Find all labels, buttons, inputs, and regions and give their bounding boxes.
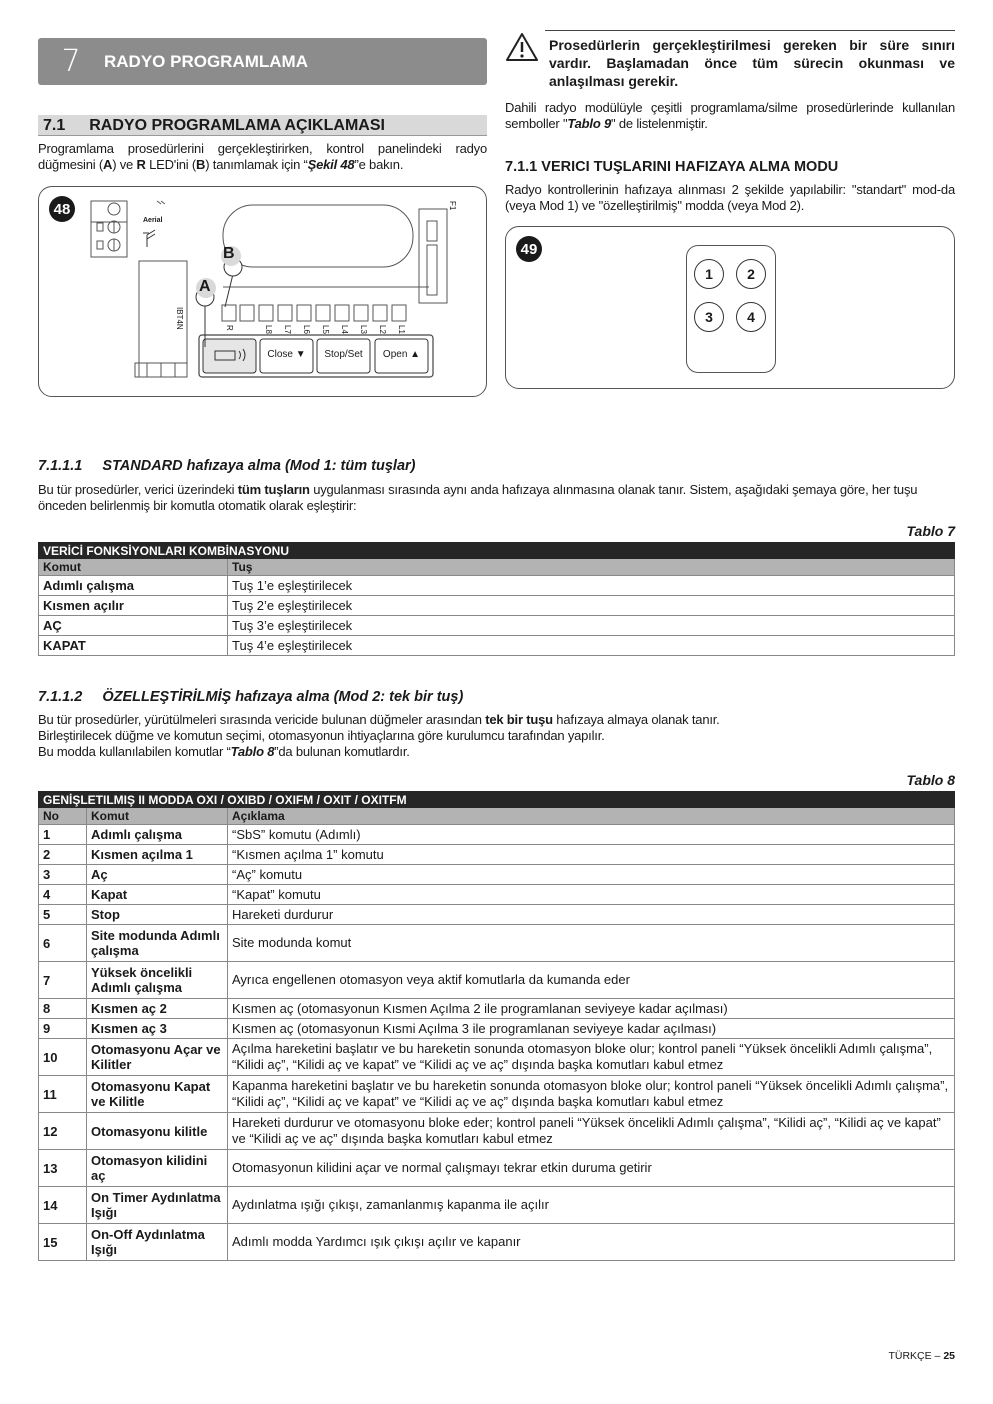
stop-set-button: Stop/Set: [324, 349, 363, 360]
section-7-1-1-2-text: Bu tür prosedürler, yürütülmeleri sırasında vericide bulunan düğmeler arasından tek bir tuşu hafızaya almaya olanak tanır. Birleştirilecek düğme ve komutun seçimi, otomasyonun ihtiyaçlarına göre kurulumcu tarafından yapılır. Bu modda kullanılabilen komutlar “Tablo 8”da bulunan komutlardır.: [38, 712, 720, 759]
command-cell: Kısmen aç 3: [87, 1019, 228, 1039]
table-row: [39, 1224, 955, 1261]
description-cell: Ayrıca engellenen otomasyon veya aktif komutlarla da kumanda eder: [228, 962, 955, 999]
command-cell: On Timer Aydınlatma Işığı: [87, 1187, 228, 1224]
table-row: [39, 1039, 955, 1076]
description-cell: “Aç” komutu: [228, 865, 955, 885]
description-cell: Kapanma hareketini başlatır ve bu hareketin sonunda otomasyon bloke olur; kontrol paneli “Yüksek öncelikli Adımlı çalışma”, “Kilidi aç”, “Kilidi aç ve kapat” ve “Kilidi aç ve aç” dışında başka komutları kabul etmez: [228, 1076, 955, 1113]
table-row: [39, 962, 955, 999]
section-7-1-heading: [38, 115, 487, 136]
table-row: [39, 1113, 955, 1150]
led-label: L3: [359, 325, 368, 334]
row-number: 11: [39, 1076, 87, 1113]
open-button: Open ▲: [382, 349, 421, 360]
command-cell: Kısmen açılma 1: [87, 845, 228, 865]
row-number: 10: [39, 1039, 87, 1076]
description-cell: Açılma hareketini başlatır ve bu hareketin sonunda otomasyon bloke olur; kontrol paneli “Yüksek öncelikli Adımlı çalışma”, “Kilidi aç”, “Kilidi aç ve kapat” ve “Kilidi aç ve aç” dışında başka komutları kabul etmez: [228, 1039, 955, 1076]
warning-box: [505, 30, 955, 90]
command-cell: On-Off Aydınlatma Işığı: [87, 1224, 228, 1261]
label-a: A: [199, 278, 211, 295]
led-label: L2: [378, 325, 387, 334]
page-footer: TÜRKÇE – 25: [888, 1350, 955, 1362]
fuse-label: F1: [448, 201, 457, 211]
remote-key-1: 1: [694, 259, 724, 289]
table-row: [39, 885, 955, 905]
table-row: [39, 905, 955, 925]
row-number: 2: [39, 845, 87, 865]
column-header: Komut: [87, 808, 228, 825]
chapter-title: RADYO PROGRAMLAMA: [104, 51, 308, 71]
command-cell: Aç: [87, 865, 228, 885]
row-number: 4: [39, 885, 87, 905]
description-cell: “SbS” komutu (Adımlı): [228, 825, 955, 845]
row-number: 5: [39, 905, 87, 925]
led-label: L6: [302, 325, 311, 334]
row-number: 14: [39, 1187, 87, 1224]
remote-key-2: 2: [736, 259, 766, 289]
column-header: Tuş: [228, 559, 955, 576]
column-header: No: [39, 808, 87, 825]
table-row: [39, 1150, 955, 1187]
label-b: B: [223, 245, 235, 262]
table-title: GENİŞLETILMIŞ II MODDA OXI / OXIBD / OXIFM / OXIT / OXITFM: [39, 792, 955, 808]
table-row: AÇ Tuş 3’e eşleştirilecek: [39, 616, 955, 636]
row-number: 13: [39, 1150, 87, 1187]
section-7-1-1-text: Radyo kontrollerinin hafızaya alınması 2 şekilde yapılabilir: "standart" mod-da (veya Mod 1) ve "özelleştirilmiş" modda (veya Mod 2).: [505, 182, 955, 213]
table-row: [39, 845, 955, 865]
figure-badge: 48: [49, 196, 75, 222]
command-cell: Otomasyonu Kapat ve Kilitle: [87, 1076, 228, 1113]
warning-icon: [505, 32, 539, 62]
command-cell: Adımlı çalışma: [87, 825, 228, 845]
table-row: [39, 925, 955, 962]
description-cell: Hareketi durdurur: [228, 905, 955, 925]
led-label: L4: [340, 325, 349, 334]
figure-badge: 49: [516, 236, 542, 262]
intro-text: Dahili radyo modülüyle çeşitli programlama/silme prosedürlerinde kullanılan semboller "Tablo 9" de listelenmiştir.: [505, 100, 955, 131]
table-row: KAPAT Tuş 4’e eşleştirilecek: [39, 636, 955, 656]
command-cell: Kısmen aç 2: [87, 999, 228, 1019]
chapter-number: 7: [61, 44, 81, 79]
command-cell: Kapat: [87, 885, 228, 905]
control-panel-diagram: [39, 187, 487, 397]
description-cell: Site modunda komut: [228, 925, 955, 962]
row-number: 8: [39, 999, 87, 1019]
row-number: 6: [39, 925, 87, 962]
command-cell: Yüksek öncelikli Adımlı çalışma: [87, 962, 228, 999]
row-number: 7: [39, 962, 87, 999]
description-cell: Aydınlatma ışığı çıkışı, zamanlanmış kapanma ile açılır: [228, 1187, 955, 1224]
row-number: 15: [39, 1224, 87, 1261]
table-7-caption: Tablo 7: [906, 523, 955, 539]
warning-text: Prosedürlerin gerçekleştirilmesi gereken bir süre sınırı vardır. Başlamadan önce tüm sürecin okunması ve anlaşılması gerekir.: [549, 37, 955, 89]
close-button: Close ▼: [267, 349, 306, 360]
table-8: [38, 791, 955, 1261]
column-header: Komut: [39, 559, 228, 576]
command-cell: Site modunda Adımlı çalışma: [87, 925, 228, 962]
description-cell: Adımlı modda Yardımcı ışık çıkışı açılır ve kapanır: [228, 1224, 955, 1261]
section-number: 7.1: [43, 117, 66, 134]
description-cell: Hareketi durdurur ve otomasyonu bloke eder; kontrol paneli “Yüksek öncelikli Adımlı çalışma”, “Kilidi aç”, “Kilidi aç ve kapat” ve “Kilidi aç ve aç” dışında başka komutları kabul etmez: [228, 1113, 955, 1150]
table-row: [39, 1187, 955, 1224]
board-name-label: IBT4N: [175, 307, 184, 330]
description-cell: Otomasyonun kilidini açar ve normal çalışmayı tekrar etkin duruma getirir: [228, 1150, 955, 1187]
description-cell: Kısmen aç (otomasyonun Kısmen Açılma 2 ile programlanan seviyeye kadar açılması): [228, 999, 955, 1019]
command-cell: Otomasyonu Açar ve Kilitler: [87, 1039, 228, 1076]
command-cell: Stop: [87, 905, 228, 925]
table-row: [39, 825, 955, 845]
row-number: 1: [39, 825, 87, 845]
led-label: L8: [264, 325, 273, 334]
figure-48: [38, 186, 487, 397]
description-cell: “Kısmen açılma 1” komutu: [228, 845, 955, 865]
table-title: VERİCİ FONKSİYONLARI KOMBİNASYONU: [39, 543, 955, 559]
command-cell: Otomasyonu kilitle: [87, 1113, 228, 1150]
aerial-label: Aerial: [143, 217, 163, 224]
led-label: L7: [283, 325, 292, 334]
section-title: RADYO PROGRAMLAMA AÇIKLAMASI: [89, 117, 385, 134]
table-row: [39, 999, 955, 1019]
row-number: 3: [39, 865, 87, 885]
description-cell: Kısmen aç (otomasyonun Kısmi Açılma 3 ile programlanan seviyeye kadar açılması): [228, 1019, 955, 1039]
remote-key-3: 3: [694, 302, 724, 332]
chapter-banner: [38, 38, 487, 85]
table-row: Kısmen açılır Tuş 2’e eşleştirilecek: [39, 596, 955, 616]
command-cell: Otomasyon kilidini aç: [87, 1150, 228, 1187]
table-7: [38, 542, 955, 656]
table-row: Adımlı çalışma Tuş 1’e eşleştirilecek: [39, 576, 955, 596]
section-7-1-1-heading: 7.1.1 VERICI TUŞLARINI HAFIZAYA ALMA MODU: [505, 159, 839, 175]
table-8-caption: Tablo 8: [906, 772, 955, 788]
figure-49: [505, 226, 955, 389]
led-label: L1: [397, 325, 406, 334]
row-number: 12: [39, 1113, 87, 1150]
r-led-label: R: [225, 325, 234, 331]
remote-key-4: 4: [736, 302, 766, 332]
section-7-1-1-2-heading: 7.1.1.2 ÖZELLEŞTİRİLMİŞ hafızaya alma (Mod 2: tek bir tuş): [38, 689, 464, 705]
column-header: Açıklama: [228, 808, 955, 825]
section-7-1-text: Programlama prosedürlerini gerçekleştirirken, kontrol panelindeki radyo düğmesini (A) ve R LED'ini (B) tanımlamak için “Şekil 48”e bakın.: [38, 141, 487, 172]
section-7-1-1-1-heading: 7.1.1.1 STANDARD hafızaya alma (Mod 1: tüm tuşlar): [38, 458, 416, 474]
table-row: [39, 1076, 955, 1113]
table-row: [39, 1019, 955, 1039]
section-7-1-1-1-text: Bu tür prosedürler, verici üzerindeki tüm tuşların uygulanması sırasında aynı anda hafızaya alınmasına olanak tanır. Sistem, aşağıdaki şemaya göre, her tuşu önceden belirlenmiş bir komutla otomatik olarak eşleştirir:: [38, 482, 918, 513]
description-cell: “Kapat” komutu: [228, 885, 955, 905]
table-row: [39, 865, 955, 885]
row-number: 9: [39, 1019, 87, 1039]
led-label: L5: [321, 325, 330, 334]
